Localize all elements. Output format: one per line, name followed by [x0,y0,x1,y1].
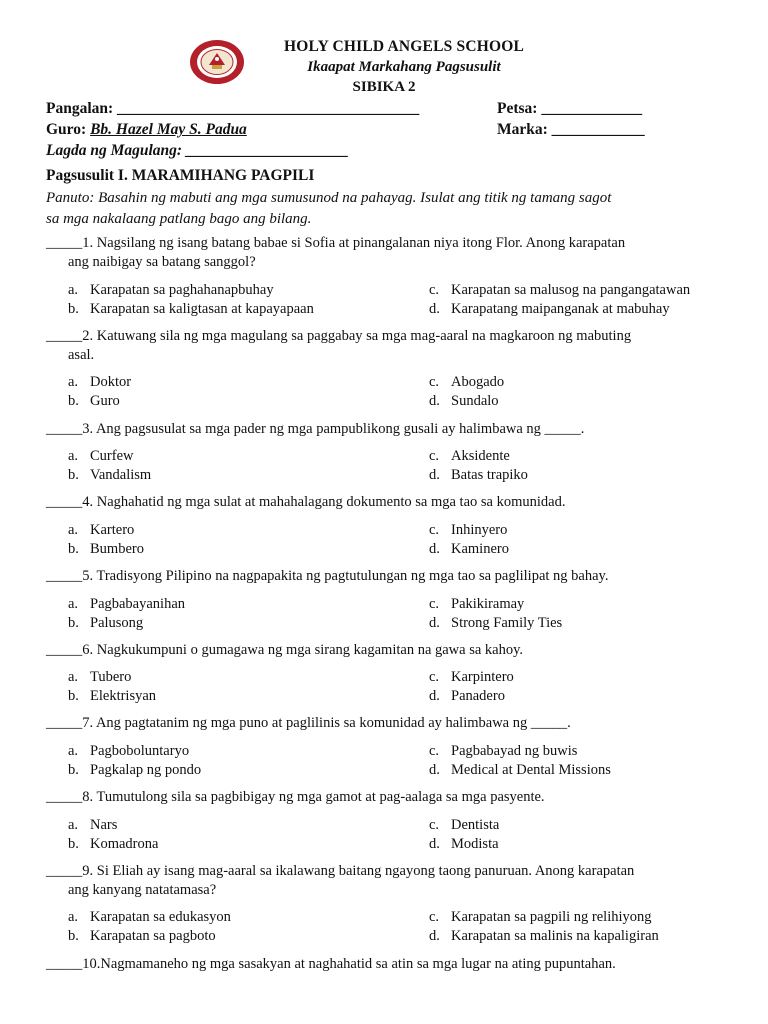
option-c: c. Karapatan sa pagpili ng relihiyong [429,909,652,925]
option-b: b. Karapatan sa kaligtasan at kapayapaan [68,301,314,317]
option-b: b. Karapatan sa pagboto [68,928,216,944]
option-c: c. Pagbabayad ng buwis [429,743,578,759]
question-10: _____10.Nagmamaneho ng mga sasakyan at naghahatid sa atin sa mga lugar na ating pupuntahan. [46,956,616,972]
option-c: c. Karapatan sa malusog na pangangatawan [429,282,691,298]
option-d: d. Panadero [429,688,505,704]
parent-signature-field: Lagda ng Magulang: _____________________ [46,142,349,159]
subject-title: SIBIKA 2 [352,79,416,95]
question-1: _____1. Nagsilang ng isang batang babae si Sofia at pinangalanan niya itong Flor. Anong karapatan ang naibigay sa batang sanggol? [46,235,626,270]
date-field: Petsa: _____________ [497,100,643,117]
option-a: a. Kartero [68,522,135,538]
option-b: b. Palusong [68,615,144,631]
option-c: c. Aksidente [429,448,510,464]
option-a: a. Karapatan sa paghahanapbuhay [68,282,274,298]
option-d: d. Kaminero [429,541,509,557]
option-a: a. Karapatan sa edukasyon [68,909,231,925]
question-6: _____6. Nagkukumpuni o gumagawa ng mga sirang kagamitan na gawa sa kahoy. [46,642,524,658]
option-a: a. Tubero [68,669,132,685]
option-a: a. Curfew [68,448,134,464]
option-b: b. Bumbero [68,541,144,557]
exam-title: Ikaapat Markahang Pagsusulit [307,59,501,75]
score-field: Marka: ____________ [497,121,645,138]
option-b: b. Vandalism [68,467,152,483]
question-8: _____8. Tumutulong sila sa pagbibigay ng mga gamot at pag-aalaga sa mga pasyente. [46,789,545,805]
option-c: c. Dentista [429,817,500,833]
option-c: c. Abogado [429,374,505,390]
section-title: Pagsusulit I. MARAMIHANG PAGPILI [46,167,315,184]
question-9: _____9. Si Eliah ay isang mag-aaral sa ikalawang baitang ngayong taong panuruan. Anong karapatan ang kanyang natatamasa? [46,863,635,898]
option-d: d. Karapatan sa malinis na kapaligiran [429,928,659,944]
option-b: b. Elektrisyan [68,688,157,704]
teacher-label: Guro: [46,121,91,138]
option-b: b. Pagkalap ng pondo [68,762,202,778]
teacher-field [46,121,247,139]
option-d: d. Batas trapiko [429,467,528,483]
option-a: a. Nars [68,817,118,833]
option-d: d. Karapatang maipanganak at mabuhay [429,301,670,317]
option-c: c. Pakikiramay [429,596,525,612]
option-d: d. Sundalo [429,393,499,409]
teacher-name: Bb. Hazel May S. Padua [90,121,247,138]
option-b: b. Komadrona [68,836,159,852]
instructions: Panuto: Basahin ng mabuti ang mga sumusunod na pahayag. Isulat ang titik ng tamang sagot sa mga nakalaang patlang bago ang bilang. [46,190,612,227]
option-d: d. Medical at Dental Missions [429,762,611,778]
option-d: d. Modista [429,836,499,852]
question-2: _____2. Katuwang sila ng mga magulang sa paggabay sa mga mag-aaral na magkaroon ng mabuting asal. [46,328,632,363]
option-c: c. Inhinyero [429,522,508,538]
name-field: Pangalan: _______________________________________ [46,100,420,117]
question-4: _____4. Naghahatid ng mga sulat at mahahalagang dokumento sa mga tao sa komunidad. [46,494,566,510]
question-5: _____5. Tradisyong Pilipino na nagpapakita ng pagtutulungan ng mga tao sa paglilipat ng bahay. [46,568,609,584]
question-3: _____3. Ang pagsusulat sa mga pader ng mga pampublikong gusali ay halimbawa ng _____. [46,421,585,437]
school-name: HOLY CHILD ANGELS SCHOOL [283,38,525,55]
option-d: d. Strong Family Ties [429,615,563,631]
option-c: c. Karpintero [429,669,514,685]
question-7: _____7. Ang pagtatanim ng mga puno at paglilinis sa komunidad ay halimbawa ng _____. [46,715,571,731]
option-b: b. Guro [68,393,120,409]
option-a: a. Pagboboluntaryo [68,743,190,759]
option-a: a. Pagbabayanihan [68,596,186,612]
option-a: a. Doktor [68,374,132,390]
